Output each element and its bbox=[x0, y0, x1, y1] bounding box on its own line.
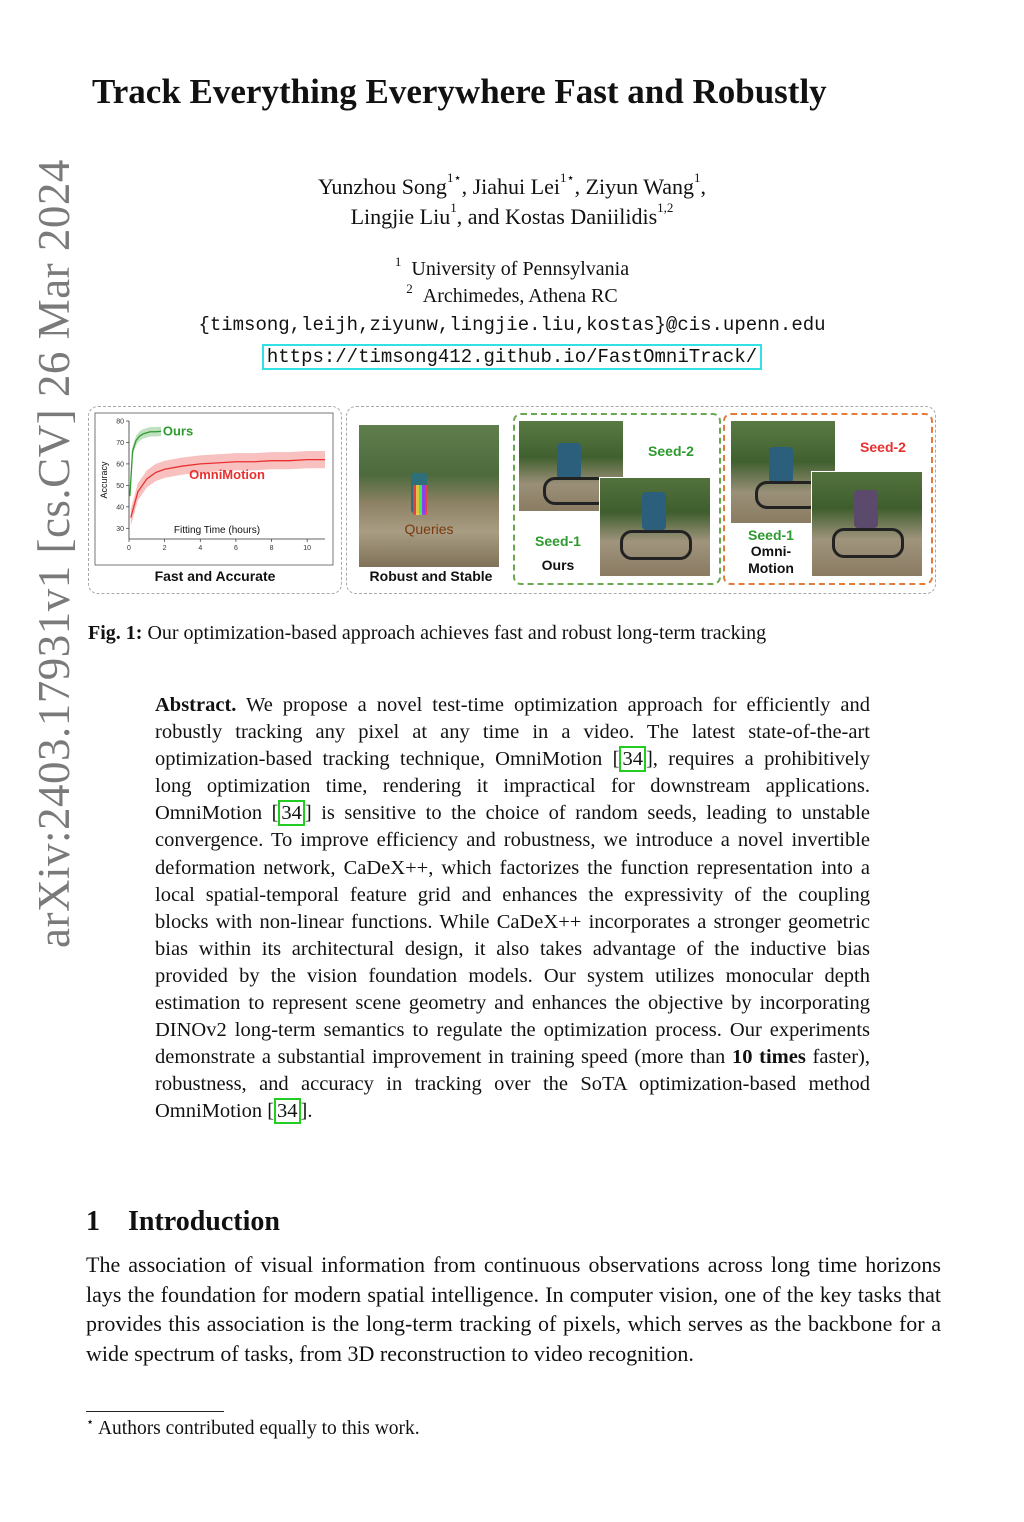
paper-title: Track Everything Everywhere Fast and Robustly bbox=[92, 72, 827, 111]
affiliation-1 bbox=[0, 254, 1024, 281]
ours-label: Ours bbox=[541, 557, 575, 573]
omnimotion-box bbox=[723, 413, 933, 585]
y-tick-label: 50 bbox=[116, 482, 124, 490]
author-name: Lingjie Liu bbox=[350, 204, 451, 229]
figure-panel-photos bbox=[346, 406, 936, 594]
abstract-text: We propose a novel test-time optimization approach for efficiently and robustly tracking any pixel at any time in a video. The latest state-of-the-art optimization-based tracking technique, OmniMotion bbox=[155, 694, 870, 771]
intro-paragraph: The association of visual information from continuous observations across long time horizons lays the foundation for modern spatial intelligence. In computer vision, one of the key tasks that provides this association is the long-term tracking of pixels, which serves as the backbone for a wide spectrum of tasks, from 3D reconstruction to video recognition. bbox=[86, 1252, 941, 1366]
rider-shape bbox=[642, 492, 666, 530]
x-tick-label: 8 bbox=[269, 545, 274, 552]
rider-shape bbox=[557, 443, 581, 479]
x-tick-label: 2 bbox=[162, 545, 167, 552]
abstract-label: Abstract. bbox=[155, 694, 237, 716]
x-tick-label: 0 bbox=[127, 545, 131, 552]
x-axis-label: Fitting Time (hours) bbox=[173, 525, 261, 536]
x-tick-label: 6 bbox=[233, 545, 238, 552]
omni-seed2-photo bbox=[811, 471, 923, 577]
arxiv-stamp: arXiv:2403.17931v1 [cs.CV] 26 Mar 2024 bbox=[29, 159, 79, 948]
author-sup: 1 bbox=[694, 170, 701, 185]
caption-text: Our optimization-based approach achieves fast and robust long-term tracking bbox=[142, 622, 767, 644]
section-heading bbox=[86, 1206, 280, 1238]
abstract-text: , requires a prohibitively long optimization time, rendering it impractical for downstream applications. OmniMotion bbox=[155, 748, 870, 825]
series-label-omnimotion: OmniMotion bbox=[189, 466, 265, 482]
accuracy-chart bbox=[89, 407, 341, 593]
y-tick-label: 80 bbox=[116, 418, 124, 426]
query-points bbox=[413, 485, 427, 515]
section-title: Introduction bbox=[128, 1206, 280, 1237]
y-tick-label: 70 bbox=[116, 439, 124, 447]
citation-link[interactable]: 34 bbox=[278, 800, 305, 826]
omni-seed1-label: Seed-1 bbox=[748, 527, 794, 543]
ours-seed2-label: Seed-2 bbox=[629, 443, 713, 459]
abstract-text: faster), robustness, and accuracy in tracking over the SoTA optimization-based method OmniMotion bbox=[155, 1046, 870, 1123]
bike-shape bbox=[832, 528, 904, 558]
rider-shape bbox=[854, 490, 878, 528]
omni-seed2-label: Seed-2 bbox=[841, 439, 925, 455]
project-url-link[interactable]: https://timsong412.github.io/FastOmniTrack/ bbox=[262, 344, 762, 370]
x-tick-label: 4 bbox=[198, 545, 203, 552]
ours-seed2-photo bbox=[599, 477, 711, 577]
author-name: Jiahui Lei bbox=[472, 174, 560, 199]
author-sep: , bbox=[461, 174, 473, 199]
author-sep: , bbox=[574, 174, 586, 199]
caption-label: Fig. 1: bbox=[88, 622, 143, 644]
abstract-text: is sensitive to the choice of random seeds, leading to unstable convergence. To improve efficiency and robustness, we introduce a novel invertible deformation network, CaDeX++, which factorizes the function representation into a local spatial-temporal feature grid and enhances the expressivity of the coupling blocks with non-linear functions. While CaDeX++ incorporates a stronger geometric bias within its architectural design, it also takes advantage of the inductive bias provided by the vision foundation models. Our system utilizes monocular depth estimation to represent scene geometry and enhances the objective by incorporating DINOv2 long-term semantics to regulate the optimization process. Our experiments demonstrate a substantial improvement in training speed (more than bbox=[155, 802, 870, 1069]
figure-panel-chart bbox=[88, 406, 342, 594]
panel-chart-label: Fast and Accurate bbox=[154, 568, 276, 584]
y-tick-label: 40 bbox=[116, 504, 124, 512]
affiliation-sup: 2 bbox=[406, 281, 413, 296]
abstract-bold: 10 times bbox=[731, 1046, 806, 1069]
omnimotion-label-line1: Omni- bbox=[750, 543, 792, 559]
footnote-rule bbox=[86, 1411, 224, 1412]
y-axis-label: Accuracy bbox=[99, 461, 109, 499]
authors-line-2 bbox=[0, 200, 1024, 230]
author-name: Yunzhou Song bbox=[317, 174, 447, 199]
footnote-mark: ⋆ bbox=[86, 1414, 95, 1429]
abstract-text: . bbox=[307, 1100, 313, 1123]
panel-photos-label: Robust and Stable bbox=[369, 568, 493, 584]
affiliation-name: University of Pennsylvania bbox=[411, 258, 630, 280]
author-emails: {timsong,leijh,ziyunw,lingjie.liu,kostas}@cis.upenn.edu bbox=[198, 314, 826, 336]
author-name: Kostas Daniilidis bbox=[504, 204, 658, 229]
queries-photo bbox=[359, 425, 499, 567]
section-number: 1 bbox=[86, 1206, 100, 1237]
citation-link[interactable]: 34 bbox=[274, 1098, 301, 1124]
rider-shape bbox=[769, 447, 793, 483]
footnote bbox=[86, 1414, 420, 1440]
footnote-text: Authors contributed equally to this work. bbox=[94, 1418, 420, 1439]
author-name: Ziyun Wang bbox=[585, 174, 695, 199]
figure-caption bbox=[88, 622, 948, 645]
x-tick-label: 10 bbox=[303, 545, 312, 552]
omnimotion-label bbox=[731, 543, 811, 577]
queries-label: Queries bbox=[404, 521, 454, 537]
author-sup: 1⋆ bbox=[559, 170, 575, 185]
affiliation-2 bbox=[0, 281, 1024, 308]
authors-line-1 bbox=[0, 170, 1024, 200]
project-url-wrap bbox=[0, 346, 1024, 368]
author-sup: 1,2 bbox=[657, 200, 674, 215]
abstract: Abstract. We propose a novel test-time optimization approach for efficiently and robustly tracking any pixel at any time in a video. The latest state-of-the-art optimization-based tracking technique, OmniMotion [ 34 ], requires a prohibitively long optimization time, rendering it impractical for downstream applications. OmniMotion [ 34 ] is sensitive to the choice of random seeds, leading to unstable convergence. To improve efficiency and robustness, we introduce a novel invertible deformation network, CaDeX++, which factorizes the function representation into a local spatial-temporal feature grid and enhances the expressivity of the coupling blocks with non-linear functions. While CaDeX++ incorporates a stronger geometric bias within its architectural design, it also takes advantage of the inductive bias provided by the vision foundation models. Our system utilizes monocular depth estimation to represent scene geometry and enhances the objective by incorporating DINOv2 long-term semantics to regulate the optimization process. Our experiments demonstrate a substantial improvement in training speed (more than 10 times faster), robustness, and accuracy in tracking over the SoTA optimization-based method OmniMotion [ 34 ]. bbox=[155, 694, 870, 1123]
series-label-ours: Ours bbox=[162, 423, 194, 439]
author-sup: 1⋆ bbox=[446, 170, 462, 185]
author-sup: 1 bbox=[450, 200, 457, 215]
omnimotion-label-line2: Motion bbox=[748, 560, 794, 576]
ours-box bbox=[513, 413, 721, 585]
affiliation-sup: 1 bbox=[394, 254, 402, 269]
y-tick-label: 60 bbox=[116, 461, 124, 469]
affiliation-name: Archimedes, Athena RC bbox=[422, 285, 618, 307]
citation-link[interactable]: 34 bbox=[619, 746, 646, 772]
ours-seed1-label: Seed-1 bbox=[535, 533, 581, 549]
author-sep: , and bbox=[456, 204, 505, 229]
y-tick-label: 30 bbox=[116, 525, 124, 533]
author-sep: , bbox=[700, 174, 707, 199]
bike-shape bbox=[620, 530, 692, 560]
